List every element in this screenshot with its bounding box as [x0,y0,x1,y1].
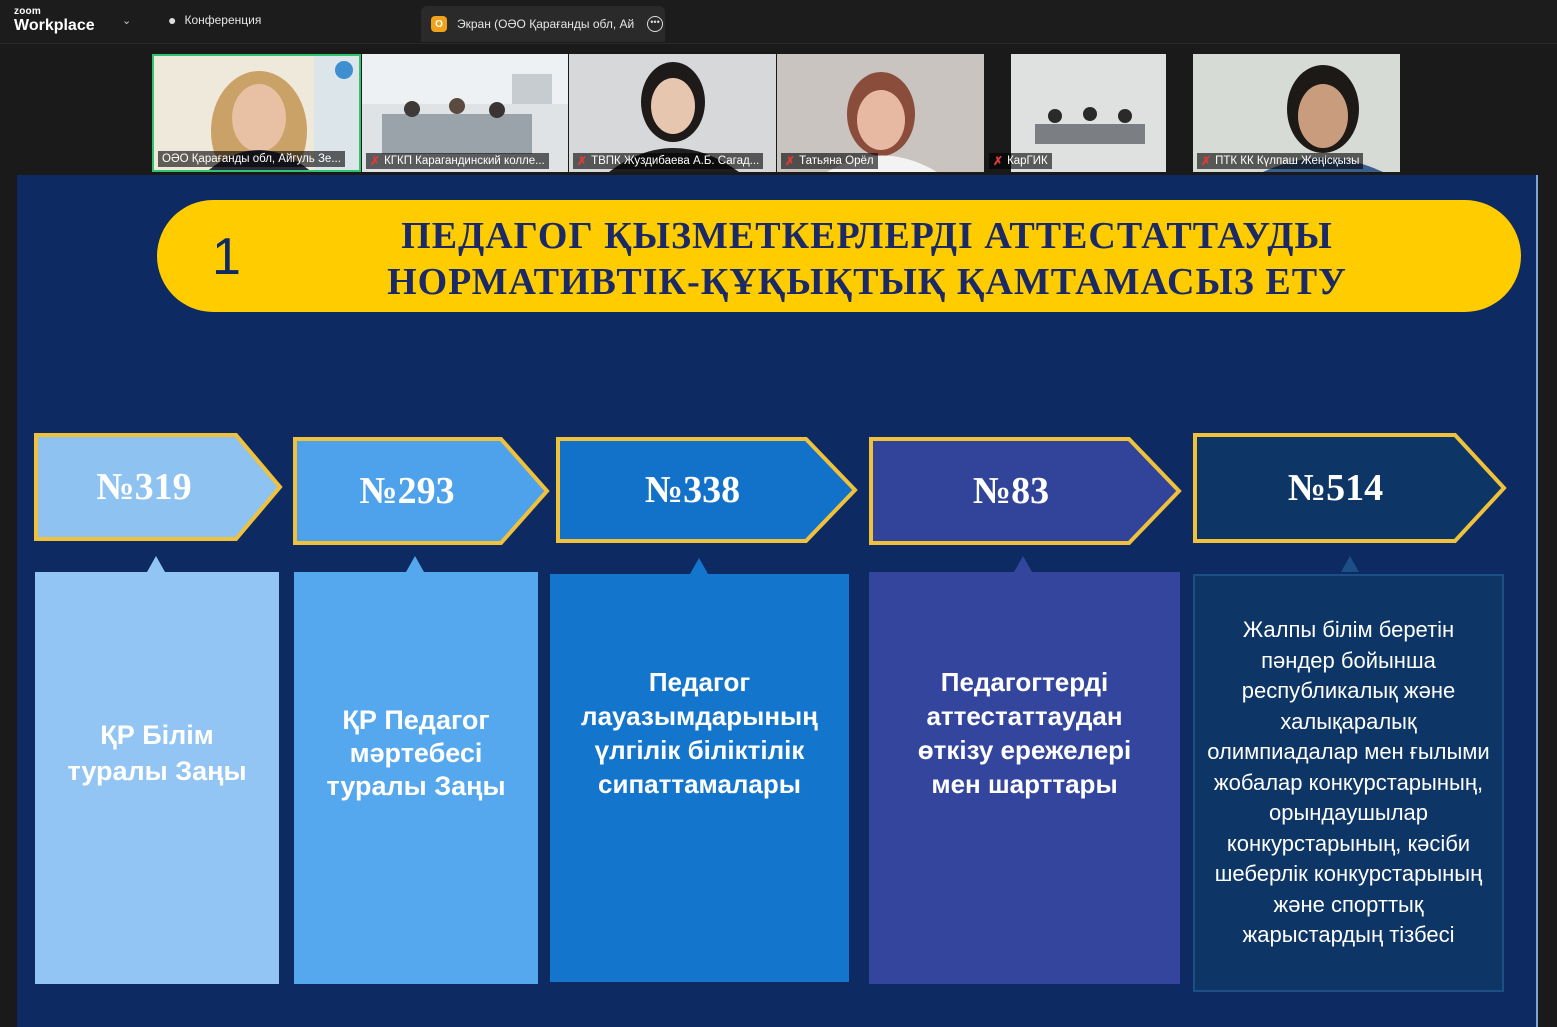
app-brand[interactable] [14,6,95,35]
arrow-label [293,437,551,545]
slide-edge [1536,175,1538,1027]
tab-conference-label: Конференция [184,13,262,27]
arrow-number: №338 [644,469,741,511]
pointer-triangle [1341,556,1359,572]
more-options-icon[interactable]: ••• [647,16,663,32]
participant-name: ✗ ТВПК Жуздибаева А.Б. Сагад... [573,153,763,169]
video-tile[interactable] [985,54,1192,172]
video-tile[interactable] [777,54,984,172]
participant-name: ОӘО Қарағанды обл, Айгуль Зе... [158,151,345,167]
slide-title [317,213,1417,305]
pointer-triangle [147,556,165,572]
pointer-triangle [690,558,708,574]
item-text: Педагог лауазымдарының үлгілік біліктілік сипаттамалары [581,667,818,799]
item-box [294,572,538,984]
title-bar [0,0,1557,44]
arrow-label [1193,433,1508,543]
arrow-label [869,437,1183,545]
video-tile[interactable] [362,54,568,172]
mic-muted-icon: ✗ [370,154,381,168]
pointer-triangle [1014,556,1032,572]
item-box [869,572,1180,984]
mic-muted-icon: ✗ [993,154,1004,168]
participant-name: ✗ КГКП Карагандинский колле... [366,153,549,169]
participant-name: ✗ КарГИК [989,153,1052,169]
item-box [1193,574,1504,992]
video-tile[interactable] [569,54,776,172]
banner-number: 1 [212,228,241,286]
tab-screen-share[interactable] [421,6,665,42]
arrow-label [556,437,859,543]
chevron-down-icon[interactable]: ⌄ [122,15,132,27]
arrow-label [34,433,284,541]
slide-title-line-1: ПЕДАГОГ ҚЫЗМЕТКЕРЛЕРДІ АТТЕСТАТТАУДЫ [401,215,1333,257]
brand-big: Workplace [14,17,95,34]
arrow-number: №319 [96,466,192,508]
participant-name: ✗ Татьяна Орёл [781,153,878,169]
video-tile[interactable] [152,54,361,172]
arrow-number: №293 [359,470,455,512]
participant-name: ✗ ПТК КК Күлпаш Жеңісқызы [1197,153,1363,169]
pointer-triangle [406,556,424,572]
item-text: Педагогтерді аттестаттаудан өткізу ережелері мен шарттары [917,667,1132,799]
item-text: ҚР Білім туралы Заңы [67,720,247,786]
video-tile[interactable] [1193,54,1400,172]
item-box [550,574,849,982]
item-text: Жалпы білім беретін пәндер бойынша республикалық және халықаралық олимпиадалар мен ғылыми жобалар конкурстарының, орындаушылар конкурстарының, кәсіби шеберлік конкурстарының және спорттық жарыстардың тізбесі [1207,617,1490,948]
mic-muted-icon: ✗ [1201,154,1212,168]
screen-share-icon: O [431,16,447,32]
video-strip [0,54,1557,172]
arrow-number: №83 [972,470,1050,512]
item-box [35,572,279,984]
item-text: ҚР Педагог мәртебесі туралы Заңы [326,704,506,801]
shared-slide [17,175,1537,1027]
mic-muted-icon: ✗ [785,154,796,168]
tab-conference[interactable] [168,12,261,28]
brand-small: zoom [14,6,41,17]
mic-muted-icon: ✗ [577,154,588,168]
slide-title-line-2: НОРМАТИВТІК-ҚҰҚЫҚТЫҚ ҚАМТАМАСЫЗ ЕТУ [387,261,1347,303]
arrow-number: №514 [1287,467,1384,509]
paw-icon: ● [168,12,177,28]
tab-screen-share-label: Экран (ОӘО Қарағанды обл, Ай [457,17,635,31]
